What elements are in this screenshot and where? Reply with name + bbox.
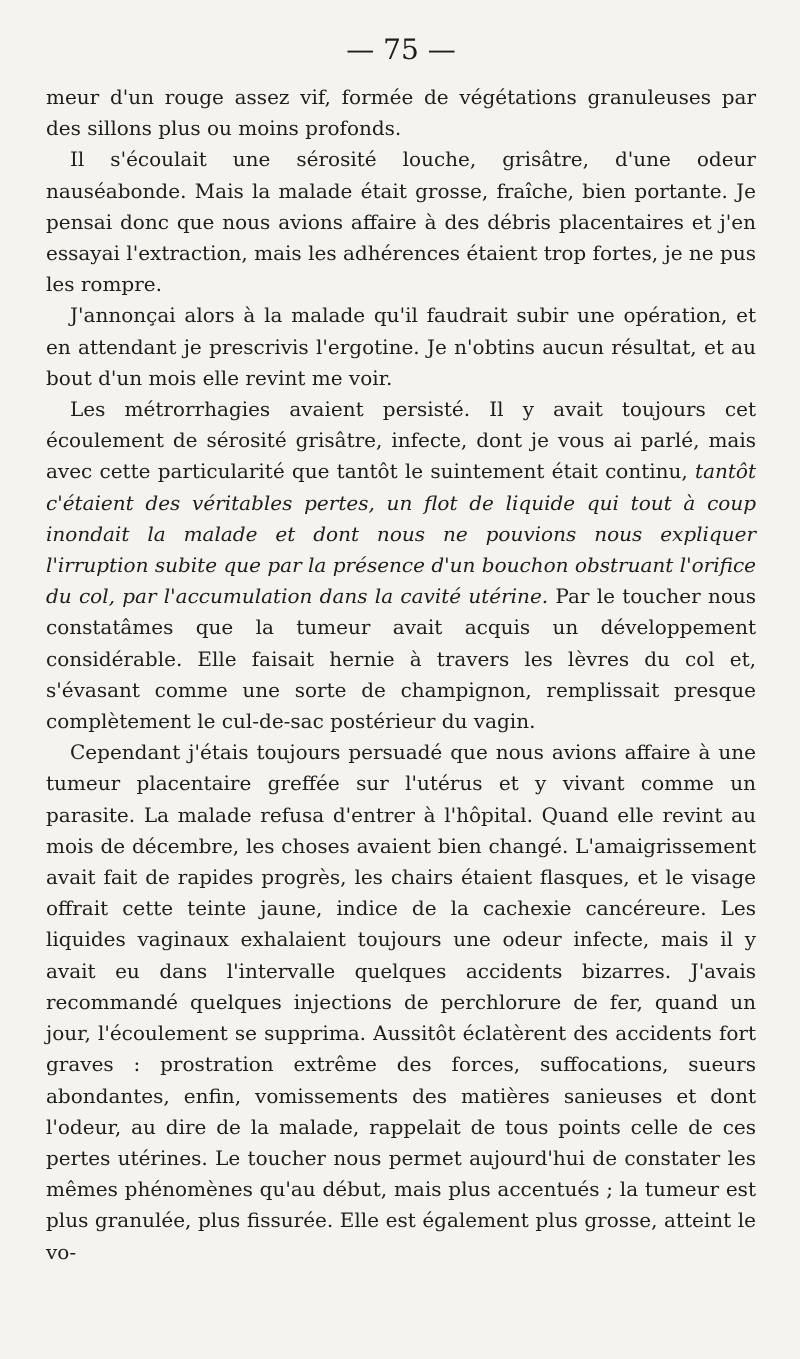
paragraph-1-text: meur d'un rouge assez vif, formée de végétations granuleuses par des sillons plus ou moins profonds. xyxy=(46,85,756,141)
paragraph-4 xyxy=(46,394,756,737)
paragraph-5-text: Cependant j'étais toujours persuadé que nous avions affaire à une tumeur placentaire greffée sur l'utérus et y vivant comme un parasite. La malade refusa d'entrer à l'hôpital. Quand elle revint au mois de décembre, les choses avaient bien changé. L'amaigrissement avait fait de rapides progrès, les chairs étaient flasques, et le visage offrait cette teinte jaune, indice de la cachexie cancéreure. Les liquides vaginaux exhalaient toujours une odeur infecte, mais il y avait eu dans l'intervalle quelques accidents bizarres. J'avais recommandé quelques injections de perchlorure de fer, quand un jour, l'écoulement se supprima. Aussitôt éclatèrent des accidents fort graves : prostration extrême des forces, suffocations, sueurs abondantes, enfin, vomissements des matières sanieuses et dont l'odeur, au dire de la malade, rappelait de tous points celle de ces pertes utérines. Le toucher nous permet aujourd'hui de constater les mêmes phénomènes qu'au début, mais plus accentués ; la tumeur est plus granulée, plus fissurée. Elle est également plus grosse, atteint le vo- xyxy=(46,740,756,1264)
paragraph-2 xyxy=(46,144,756,300)
paragraph-4-text-before: Les métrorrhagies avaient persisté. Il y avait toujours cet écoulement de sérosité grisâtre, infecte, dont je vous ai parlé, mais avec cette particularité que tantôt le suintement était continu, xyxy=(46,397,756,484)
paragraph-1 xyxy=(46,82,756,144)
paragraph-5 xyxy=(46,737,756,1267)
page-number: — 75 — xyxy=(346,33,456,66)
paragraph-4-text-after: Par le toucher nous constatâmes que la tumeur avait acquis un développement considérable. Elle faisait hernie à travers les lèvres du col et, s'évasant comme une sorte de champignon, remplissait presque complètement le cul-de-sac postérieur du vagin. xyxy=(46,584,757,734)
paragraph-3-text: J'annonçai alors à la malade qu'il faudrait subir une opération, et en attendant je prescrivis l'ergotine. Je n'obtins aucun résultat, et au bout d'un mois elle revint me voir. xyxy=(46,303,756,390)
paragraph-3 xyxy=(46,300,756,394)
paragraph-4-italic-text: tantôt c'étaient des véritables pertes, un flot de liquide qui tout à coup inondait la malade et dont nous ne pouvions nous expliquer l'irruption subite que par la présence d'un bouchon obstruant l'orifice du col, par l'accumulation dans la cavité utérine. xyxy=(46,459,756,609)
paragraph-2-text: Il s'écoulait une sérosité louche, grisâtre, d'une odeur nauséabonde. Mais la malade était grosse, fraîche, bien portante. Je pensai donc que nous avions affaire à des débris placentaires et j'en essayai l'extraction, mais les adhérences étaient trop fortes, je ne pus les rompre. xyxy=(46,147,756,297)
